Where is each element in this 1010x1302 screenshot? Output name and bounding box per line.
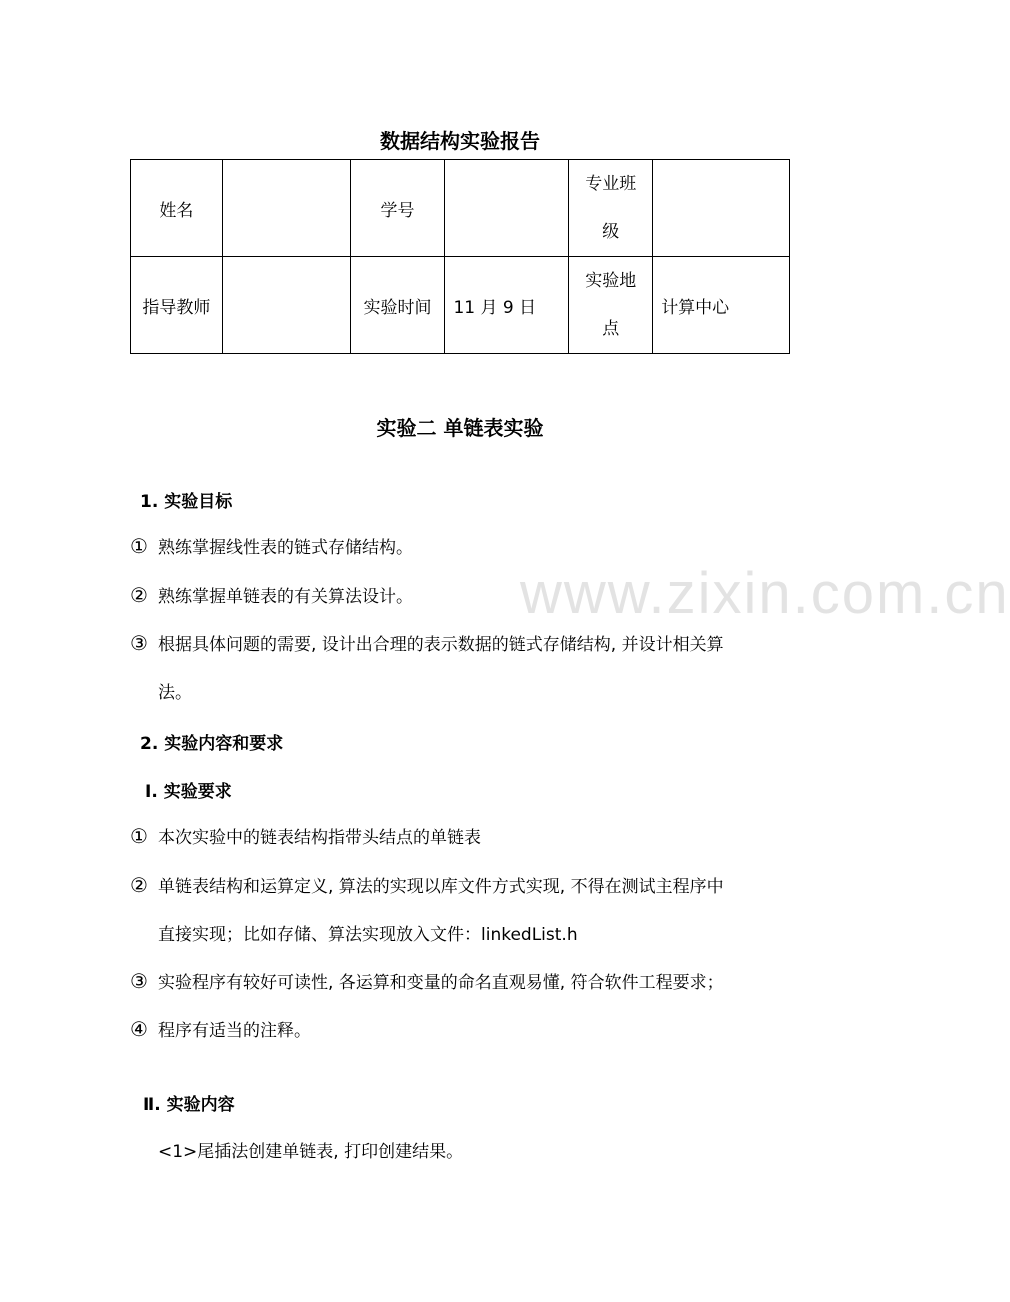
item-continuation: 直接实现；比如存储、算法实现放入文件：linkedList.h: [158, 925, 578, 945]
item-text: 熟练掌握线性表的链式存储结构。: [158, 538, 413, 558]
item-continuation: 法。: [158, 683, 192, 703]
list-item: [130, 533, 413, 558]
teacher-label: 指导教师: [131, 257, 223, 354]
item-marker: ②: [130, 583, 148, 607]
place-label-line1: 实验地: [585, 271, 637, 291]
list-item: [130, 968, 724, 993]
place-label: [569, 257, 653, 354]
item-text: 程序有适当的注释。: [158, 1021, 311, 1041]
name-label: 姓名: [131, 160, 223, 257]
item-marker: ②: [130, 873, 148, 897]
list-item: [130, 872, 724, 897]
item-text: 熟练掌握单链表的有关算法设计。: [158, 587, 413, 607]
item-text: 单链表结构和运算定义, 算法的实现以库文件方式实现, 不得在测试主程序中: [158, 877, 724, 897]
item-marker: ③: [130, 969, 148, 993]
time-label: 实验时间: [350, 257, 445, 354]
student-id-value: [445, 160, 569, 257]
student-id-label: 学号: [350, 160, 445, 257]
class-label-line1: 专业班: [585, 174, 637, 194]
section2-heading: 2. 实验内容和要求: [140, 734, 284, 754]
list-item: [130, 630, 724, 655]
report-title: 数据结构实验报告: [380, 129, 540, 153]
item-marker: ④: [130, 1017, 148, 1041]
info-table: [130, 159, 790, 354]
list-item: [130, 823, 481, 848]
class-value: [653, 160, 790, 257]
item-marker: ③: [130, 631, 148, 655]
experiment-title: 实验二 单链表实验: [376, 416, 544, 440]
item-marker: ①: [130, 824, 148, 848]
sub1-heading: Ⅰ. 实验要求: [145, 782, 232, 802]
item-text: 根据具体问题的需要, 设计出合理的表示数据的链式存储结构, 并设计相关算: [158, 635, 724, 655]
sub2-heading: Ⅱ. 实验内容: [143, 1095, 235, 1115]
teacher-value: [222, 257, 350, 354]
class-label-line2: 级: [602, 222, 620, 242]
section1-heading: 1. 实验目标: [140, 492, 233, 512]
name-value: [222, 160, 350, 257]
place-label-line2: 点: [602, 319, 620, 339]
list-item: <1>尾插法创建单链表, 打印创建结果。: [158, 1142, 464, 1162]
item-marker: ①: [130, 534, 148, 558]
place-value: 计算中心: [653, 257, 790, 354]
list-item: [130, 582, 413, 607]
list-item: [130, 1016, 311, 1041]
time-value: 11 月 9 日: [445, 257, 569, 354]
item-text: 实验程序有较好可读性, 各运算和变量的命名直观易懂, 符合软件工程要求；: [158, 973, 724, 993]
watermark: www.zixin.com.cn: [520, 561, 1010, 626]
class-label: [569, 160, 653, 257]
item-text: 本次实验中的链表结构指带头结点的单链表: [158, 828, 481, 848]
